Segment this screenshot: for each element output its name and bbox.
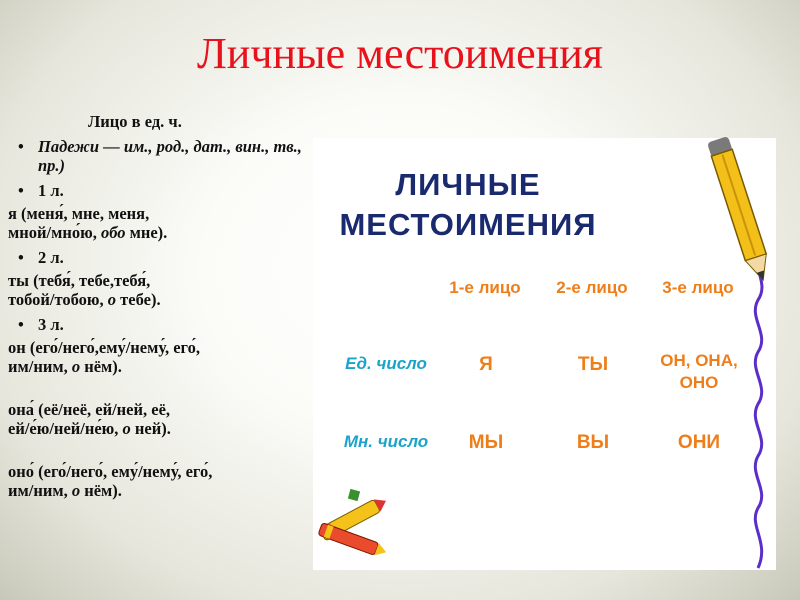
squiggle-decoration bbox=[746, 248, 776, 570]
preposition: о bbox=[122, 419, 131, 438]
pencil-icon bbox=[700, 132, 780, 292]
text-column bbox=[8, 112, 304, 506]
forms-text: ней). bbox=[130, 419, 171, 438]
third-person-neut-forms bbox=[8, 462, 304, 500]
cell-plural-1: МЫ bbox=[468, 432, 504, 453]
cell-singular-2: ТЫ bbox=[577, 354, 609, 375]
bullet-third-person: • 3 л. bbox=[8, 315, 304, 334]
bullet-cases bbox=[8, 137, 304, 175]
card-title: ЛИЧНЫЕ МЕСТОИМЕНИЯ bbox=[339, 167, 597, 242]
header-third-person: 3-е лицо bbox=[662, 278, 734, 297]
forms-text: она́ (её/неё, ей/ней, её, ей/е́ю/ней/не́ю, bbox=[8, 400, 171, 438]
third-person-masc-forms bbox=[8, 338, 304, 376]
crayons-icon bbox=[313, 478, 393, 570]
cell-plural-3: ОНИ bbox=[677, 432, 721, 453]
preposition: обо bbox=[100, 223, 126, 242]
forms-text: нём). bbox=[80, 357, 122, 376]
bullet-first-person: • 1 л. bbox=[8, 181, 304, 200]
forms-text: оно́ (его́/него́, ему́/нему́, его́, им/ним, bbox=[8, 462, 213, 500]
second-person-forms bbox=[8, 271, 304, 309]
cases-text: Падежи — им., род., дат., вин., тв., пр.) bbox=[38, 137, 302, 175]
preposition: о bbox=[71, 357, 81, 376]
header-second-person: 2-е лицо bbox=[556, 278, 628, 297]
cell-plural-2: ВЫ bbox=[576, 432, 610, 453]
forms-text: нём). bbox=[80, 481, 122, 500]
subheading: Лицо в ед. ч. bbox=[88, 112, 182, 131]
cell-singular-3: ОН, ОНА, ОНО bbox=[660, 351, 738, 392]
third-person-fem-forms bbox=[8, 400, 304, 438]
slide-title: Личные местоимения bbox=[196, 29, 604, 78]
row-label-plural: Мн. число bbox=[343, 432, 429, 451]
forms-text: он (его́/него́,ему́/нему́, его́, им/ним, bbox=[8, 338, 200, 376]
forms-text: ты (тебя́, тебе,тебя́, тобой/тобою, bbox=[8, 271, 151, 309]
forms-text: я (меня́, мне, меня, мной/мно́ю, bbox=[8, 204, 150, 242]
bullet-second-person: • 2 л. bbox=[8, 248, 304, 267]
header-first-person: 1-е лицо bbox=[449, 278, 521, 297]
row-label-singular: Ед. число bbox=[345, 354, 427, 373]
cell-singular-1: Я bbox=[479, 354, 493, 375]
preposition: о bbox=[107, 290, 117, 309]
preposition: о bbox=[71, 481, 81, 500]
forms-text: мне). bbox=[125, 223, 168, 242]
first-person-forms bbox=[8, 204, 304, 242]
forms-text: тебе). bbox=[116, 290, 161, 309]
